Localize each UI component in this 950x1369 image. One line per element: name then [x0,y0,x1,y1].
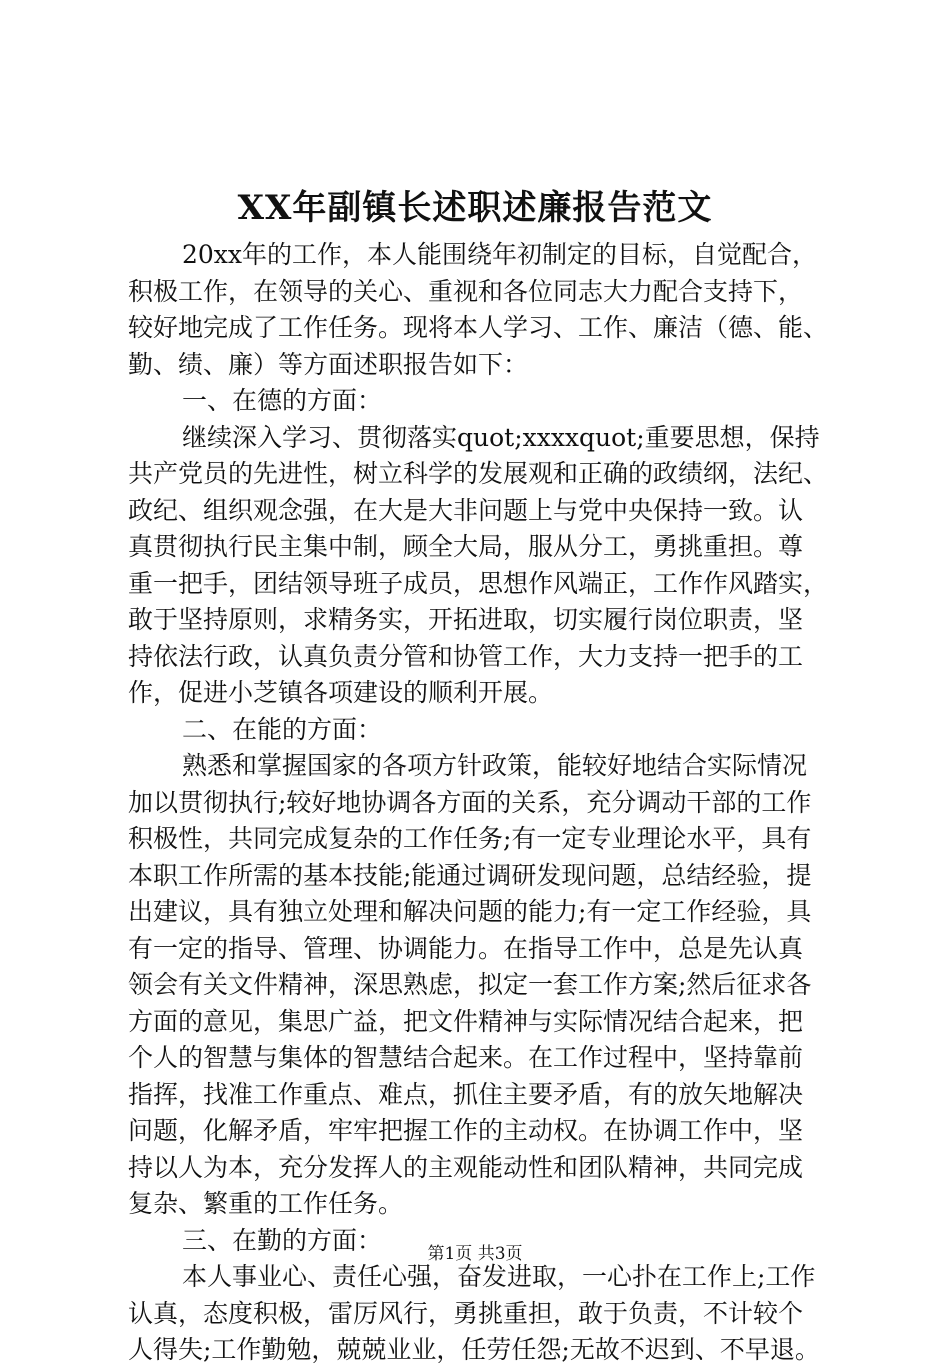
body-line: 敢于坚持原则，求精务实，开拓进取，切实履行岗位职责，坚 [128,605,804,634]
body-line: 本人事业心、责任心强，奋发进取，一心扑在工作上;工作 [182,1262,816,1291]
body-line: 共产党员的先进性，树立科学的发展观和正确的政绩纲，法纪、 [128,459,829,488]
body-line: 真贯彻执行民主集中制，顾全大局，服从分工，勇挑重担。尊 [128,532,804,561]
body-line: 个人的智慧与集体的智慧结合起来。在工作过程中，坚持靠前 [128,1043,804,1072]
body-line: 积极性，共同完成复杂的工作任务;有一定专业理论水平，具有 [128,824,812,853]
body-line: 认真，态度积极，雷厉风行，勇挑重担，敢于负责，不计较个 [128,1298,804,1328]
section-heading: 二、在能的方面： [182,714,383,744]
page-footer: 第1页 共3页 [427,1244,523,1264]
document-title: XX年副镇长述职述廉报告范文 [237,188,713,228]
body-line: 领会有关文件精神，深思熟虑，拟定一套工作方案;然后征求各 [128,970,812,999]
body-line: 有一定的指导、管理、协调能力。在指导工作中，总是先认真 [128,933,804,963]
body-line: 勤、绩、廉）等方面述职报告如下： [128,349,529,379]
body-line: 方面的意见，集思广益，把文件精神与实际情况结合起来，把 [128,1006,804,1036]
body-line: 继续深入学习、贯彻落实quot;xxxxquot;重要思想，保持 [182,422,820,452]
body-line: 积极工作，在领导的关心、重视和各位同志大力配合支持下， [128,276,804,306]
body-line: 熟悉和掌握国家的各项方针政策，能较好地结合实际情况 [182,751,808,780]
body-line: 政纪、组织观念强，在大是大非问题上与党中央保持一致。认 [128,495,804,525]
body-line: 较好地完成了工作任务。现将本人学习、工作、廉洁（德、能、 [128,313,829,342]
body-line: 加以贯彻执行;较好地协调各方面的关系，充分调动干部的工作 [128,787,812,817]
body-line: 出建议，具有独立处理和解决问题的能力;有一定工作经验，具 [128,897,812,926]
body-line: 作，促进小芝镇各项建设的顺利开展。 [128,678,554,707]
document-body [128,237,830,1369]
body-line: 本职工作所需的基本技能;能通过调研发现问题，总结经验，提 [128,860,812,890]
body-line: 持依法行政，认真负责分管和协管工作，大力支持一把手的工 [128,641,804,671]
body-line: 重一把手，团结领导班子成员，思想作风端正，工作作风踏实， [128,568,829,598]
body-line: 持以人为本，充分发挥人的主观能动性和团队精神，共同完成 [128,1152,804,1182]
body-line: 复杂、繁重的工作任务。 [128,1189,404,1218]
section-heading: 三、在勤的方面： [182,1225,383,1255]
body-line: 问题，化解矛盾，牢牢把握工作的主动权。在协调工作中，坚 [128,1116,804,1145]
body-line: 20xx年的工作，本人能围绕年初制定的目标，自觉配合， [182,240,818,269]
section-heading: 一、在德的方面： [182,386,383,415]
body-line: 指挥，找准工作重点、难点，抓住主要矛盾，有的放矢地解决 [128,1079,804,1109]
body-line: 人得失;工作勤勉，兢兢业业，任劳任怨;无故不迟到、不早退。 [128,1335,820,1364]
